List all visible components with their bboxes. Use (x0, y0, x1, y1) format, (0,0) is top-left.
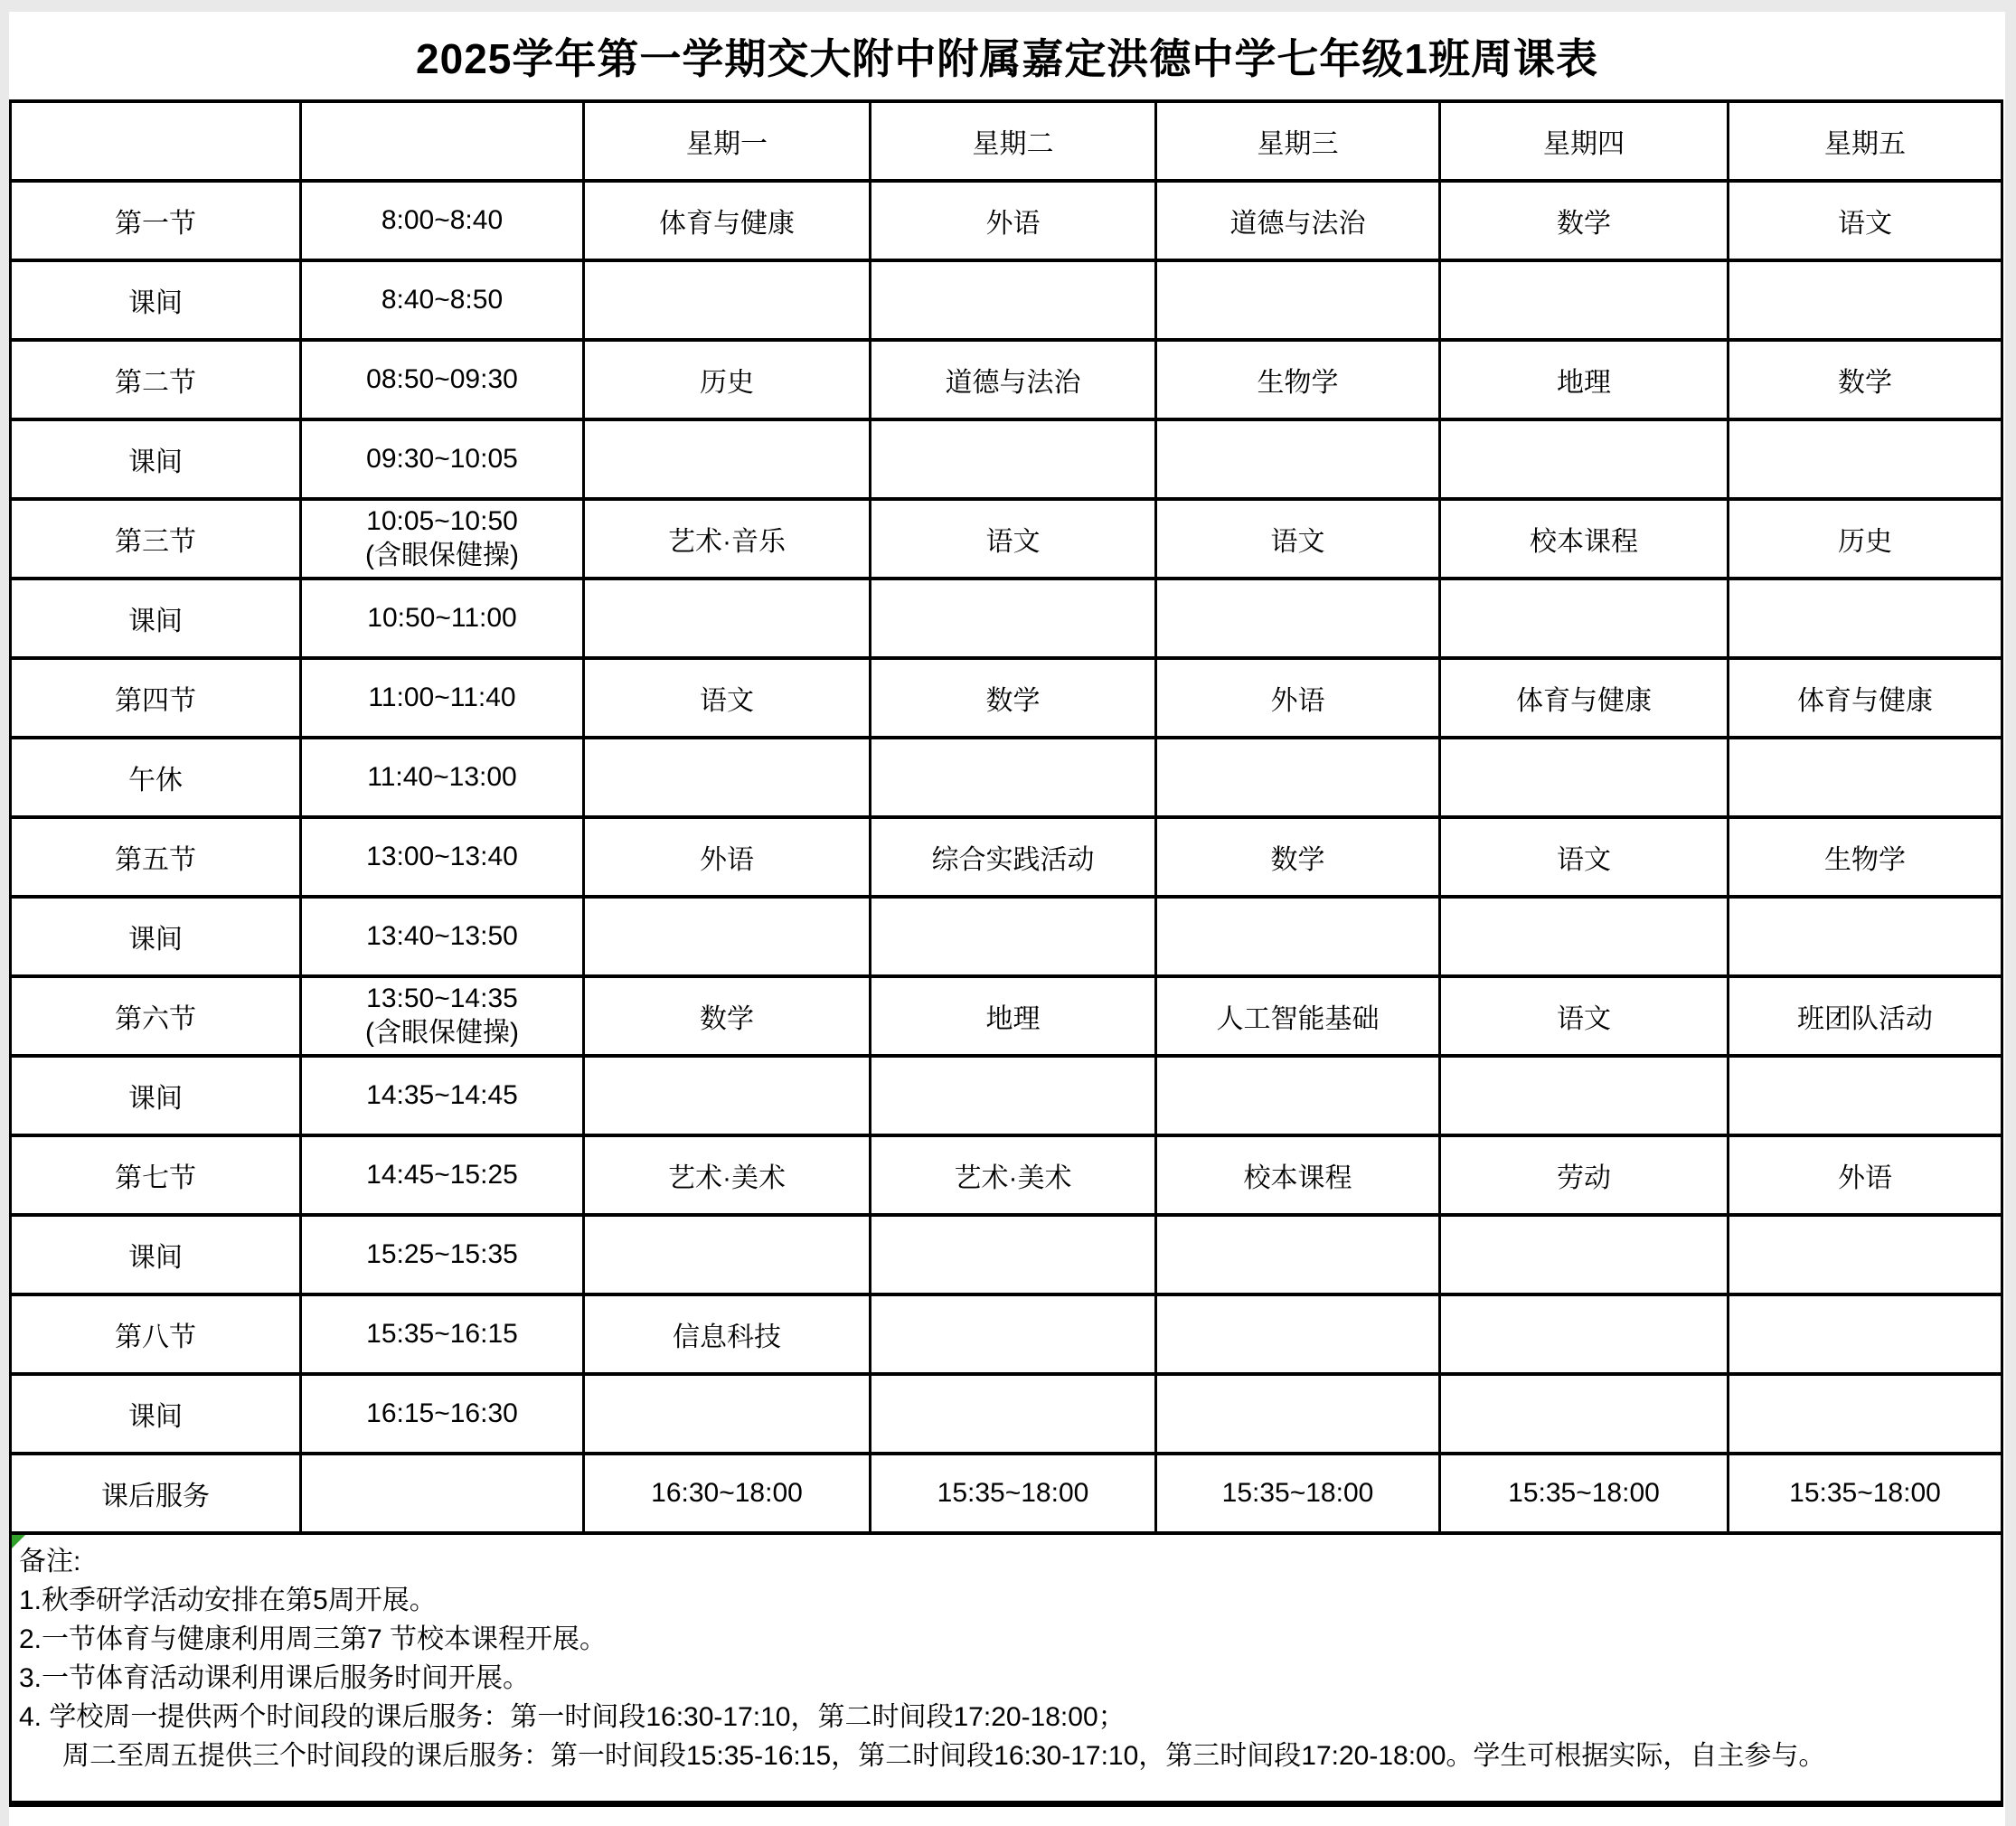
period-label-cell: 课间 (11, 260, 301, 340)
period-label-cell: 第六节 (11, 976, 301, 1056)
period-label-cell: 课间 (11, 1215, 301, 1294)
subject-cell: 艺术·美术 (871, 1135, 1156, 1215)
weekday-header: 星期三 (1156, 101, 1440, 181)
subject-cell: 数学 (1729, 340, 2002, 419)
subject-cell (584, 579, 871, 658)
timetable-row (11, 1374, 2002, 1454)
subject-cell (584, 1374, 871, 1454)
time-range: 10:05~10:50 (366, 506, 518, 536)
subject-cell (1729, 579, 2002, 658)
subject-cell: 艺术·音乐 (584, 499, 871, 579)
subject-cell (871, 260, 1156, 340)
timetable-row (11, 499, 2002, 579)
spreadsheet-page (9, 12, 2005, 1826)
subject-cell (871, 1294, 1156, 1374)
notes-section (9, 1535, 2003, 1807)
subject-cell: 15:35~18:00 (1156, 1454, 1440, 1533)
subject-cell: 艺术·美术 (584, 1135, 871, 1215)
subject-cell (871, 1215, 1156, 1294)
corner-cell-time (301, 101, 584, 181)
subject-cell: 外语 (871, 181, 1156, 260)
cell-flag-icon (12, 1535, 25, 1548)
subject-cell: 外语 (1156, 658, 1440, 738)
subject-cell (1156, 260, 1440, 340)
period-time-cell (301, 499, 584, 579)
subject-cell: 地理 (1440, 340, 1729, 419)
subject-cell (1729, 897, 2002, 976)
subject-cell (871, 738, 1156, 817)
note-line: 周二至周五提供三个时间段的课后服务：第一时间段15:35-16:15，第二时间段16:30-17:10，第三时间段17:20-18:00。学生可根据实际，自主参与。 (62, 1741, 1826, 1771)
weekday-header: 星期五 (1729, 101, 2002, 181)
subject-cell: 校本课程 (1156, 1135, 1440, 1215)
subject-cell: 语文 (871, 499, 1156, 579)
note-line: 3.一节体育活动课利用课后服务时间开展。 (19, 1663, 531, 1693)
subject-cell (1440, 1056, 1729, 1135)
period-time-cell: 13:00~13:40 (301, 817, 584, 897)
period-label-cell: 课间 (11, 1374, 301, 1454)
subject-cell (1729, 1294, 2002, 1374)
weekday-header: 星期一 (584, 101, 871, 181)
subject-cell: 语文 (1729, 181, 2002, 260)
period-time-cell: 8:00~8:40 (301, 181, 584, 260)
notes-lines (19, 1581, 1992, 1775)
subject-cell (1440, 897, 1729, 976)
subject-cell (1729, 1056, 2002, 1135)
subject-cell: 数学 (1156, 817, 1440, 897)
weekday-header-row (11, 101, 2002, 181)
note-line: 1.秋季研学活动安排在第5周开展。 (19, 1586, 437, 1615)
subject-cell (1156, 419, 1440, 499)
period-time-cell: 14:45~15:25 (301, 1135, 584, 1215)
subject-cell (584, 1056, 871, 1135)
subject-cell (1729, 260, 2002, 340)
period-label-cell: 第五节 (11, 817, 301, 897)
subject-cell (1440, 260, 1729, 340)
subject-cell (584, 419, 871, 499)
period-label-cell: 课后服务 (11, 1454, 301, 1533)
subject-cell: 道德与法治 (871, 340, 1156, 419)
subject-cell (1729, 1215, 2002, 1294)
subject-cell (1440, 1294, 1729, 1374)
period-time-cell: 14:35~14:45 (301, 1056, 584, 1135)
time-annotation: (含眼保健操) (365, 541, 519, 570)
period-time-cell: 15:25~15:35 (301, 1215, 584, 1294)
subject-cell: 校本课程 (1440, 499, 1729, 579)
subject-cell (1156, 1056, 1440, 1135)
timetable-row (11, 976, 2002, 1056)
period-label-cell: 午休 (11, 738, 301, 817)
subject-cell: 信息科技 (584, 1294, 871, 1374)
subject-cell: 综合实践活动 (871, 817, 1156, 897)
subject-cell: 16:30~18:00 (584, 1454, 871, 1533)
timetable-row (11, 658, 2002, 738)
subject-cell (871, 1056, 1156, 1135)
subject-cell: 数学 (584, 976, 871, 1056)
period-time-cell: 16:15~16:30 (301, 1374, 584, 1454)
weekday-header: 星期四 (1440, 101, 1729, 181)
time-annotation: (含眼保健操) (365, 1018, 519, 1048)
subject-cell: 体育与健康 (584, 181, 871, 260)
subject-cell (584, 738, 871, 817)
period-label-cell: 第八节 (11, 1294, 301, 1374)
subject-cell (1440, 1374, 1729, 1454)
subject-cell (1156, 1215, 1440, 1294)
subject-cell (584, 897, 871, 976)
period-label-cell: 第一节 (11, 181, 301, 260)
subject-cell: 15:35~18:00 (871, 1454, 1156, 1533)
timetable-row (11, 1056, 2002, 1135)
period-time-cell (301, 1454, 584, 1533)
timetable-row (11, 738, 2002, 817)
subject-cell (1156, 579, 1440, 658)
subject-cell (1156, 738, 1440, 817)
period-label-cell: 第四节 (11, 658, 301, 738)
timetable-row (11, 1135, 2002, 1215)
timetable-row (11, 897, 2002, 976)
period-label-cell: 课间 (11, 579, 301, 658)
subject-cell: 体育与健康 (1729, 658, 2002, 738)
period-time-cell (301, 976, 584, 1056)
period-time-cell: 11:40~13:00 (301, 738, 584, 817)
subject-cell: 道德与法治 (1156, 181, 1440, 260)
subject-cell (871, 1374, 1156, 1454)
subject-cell (871, 579, 1156, 658)
timetable-body (11, 181, 2002, 1533)
subject-cell (584, 1215, 871, 1294)
timetable-row (11, 1294, 2002, 1374)
subject-cell: 15:35~18:00 (1440, 1454, 1729, 1533)
subject-cell (1440, 738, 1729, 817)
timetable (9, 99, 2003, 1535)
subject-cell: 语文 (1440, 976, 1729, 1056)
subject-cell (1729, 738, 2002, 817)
period-label-cell: 课间 (11, 897, 301, 976)
period-time-cell: 15:35~16:15 (301, 1294, 584, 1374)
timetable-row (11, 1454, 2002, 1533)
subject-cell: 体育与健康 (1440, 658, 1729, 738)
period-label-cell: 课间 (11, 1056, 301, 1135)
subject-cell (871, 897, 1156, 976)
subject-cell: 15:35~18:00 (1729, 1454, 2002, 1533)
subject-cell (1156, 1374, 1440, 1454)
subject-cell: 外语 (1729, 1135, 2002, 1215)
subject-cell: 班团队活动 (1729, 976, 2002, 1056)
subject-cell (1729, 1374, 2002, 1454)
timetable-row (11, 579, 2002, 658)
time-range: 13:50~14:35 (366, 984, 518, 1013)
subject-cell: 语文 (1440, 817, 1729, 897)
subject-cell: 语文 (1156, 499, 1440, 579)
timetable-row (11, 260, 2002, 340)
timetable-row (11, 419, 2002, 499)
period-time-cell: 13:40~13:50 (301, 897, 584, 976)
page-title: 2025学年第一学期交大附中附属嘉定洪德中学七年级1班周课表 (416, 34, 1598, 82)
subject-cell: 生物学 (1729, 817, 2002, 897)
subject-cell: 数学 (871, 658, 1156, 738)
period-time-cell: 08:50~09:30 (301, 340, 584, 419)
weekday-header: 星期二 (871, 101, 1156, 181)
subject-cell: 人工智能基础 (1156, 976, 1440, 1056)
period-label-cell: 第七节 (11, 1135, 301, 1215)
timetable-row (11, 1215, 2002, 1294)
subject-cell: 生物学 (1156, 340, 1440, 419)
period-label-cell: 第二节 (11, 340, 301, 419)
subject-cell (1156, 1294, 1440, 1374)
subject-cell (1156, 897, 1440, 976)
subject-cell: 地理 (871, 976, 1156, 1056)
subject-cell (871, 419, 1156, 499)
subject-cell (1440, 1215, 1729, 1294)
corner-cell-period (11, 101, 301, 181)
period-label-cell: 第三节 (11, 499, 301, 579)
period-time-cell: 10:50~11:00 (301, 579, 584, 658)
period-time-cell: 11:00~11:40 (301, 658, 584, 738)
period-time-cell: 09:30~10:05 (301, 419, 584, 499)
timetable-row (11, 340, 2002, 419)
subject-cell (584, 260, 871, 340)
subject-cell: 外语 (584, 817, 871, 897)
note-line: 4. 学校周一提供两个时间段的课后服务：第一时间段16:30-17:10，第二时间段17:20-18:00； (19, 1702, 1126, 1732)
subject-cell: 历史 (584, 340, 871, 419)
subject-cell: 语文 (584, 658, 871, 738)
notes-header: 备注: (19, 1547, 81, 1577)
note-line: 2.一节体育与健康利用周三第7 节校本课程开展。 (19, 1624, 608, 1654)
period-time-cell: 8:40~8:50 (301, 260, 584, 340)
subject-cell (1729, 419, 2002, 499)
timetable-row (11, 817, 2002, 897)
timetable-row (11, 181, 2002, 260)
period-label-cell: 课间 (11, 419, 301, 499)
subject-cell: 劳动 (1440, 1135, 1729, 1215)
subject-cell (1440, 579, 1729, 658)
subject-cell (1440, 419, 1729, 499)
subject-cell: 数学 (1440, 181, 1729, 260)
subject-cell: 历史 (1729, 499, 2002, 579)
